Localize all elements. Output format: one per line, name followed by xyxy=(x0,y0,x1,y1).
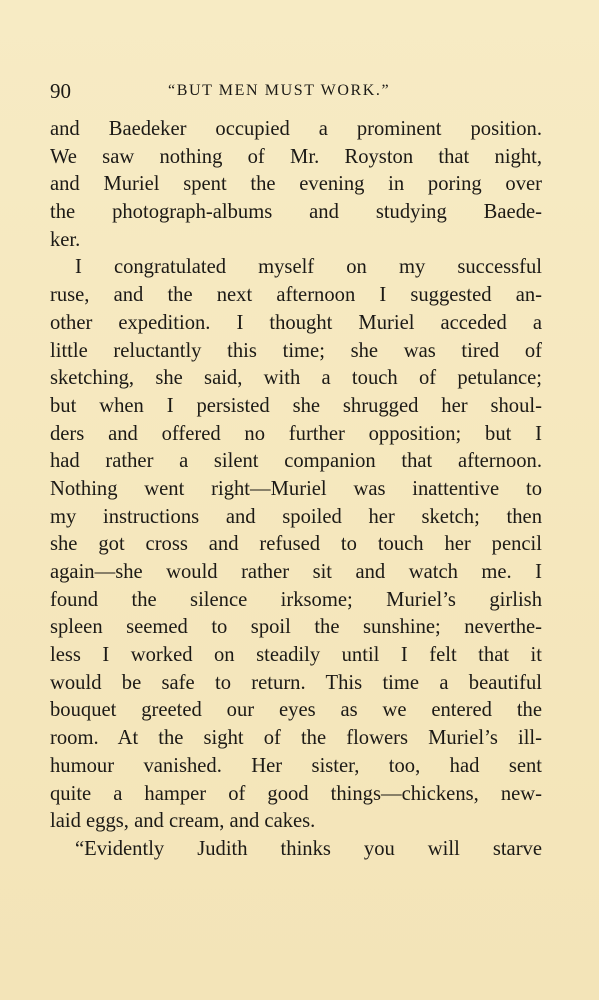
text-line: ker. xyxy=(50,228,81,251)
text-line: room. At the sight of the flowers Muriel’s ill- xyxy=(50,727,542,750)
text-line: and Baedeker occupied a prominent position. xyxy=(50,118,542,140)
text-line: humour vanished. Her sister, too, had sent xyxy=(50,754,542,777)
text-line: I congratulated myself on my successful xyxy=(75,256,542,279)
text-line: “Evidently Judith thinks you will starve xyxy=(75,837,542,860)
text-line: bouquet greeted our eyes as we entered the xyxy=(50,699,542,722)
text-line: and Muriel spent the evening in poring over xyxy=(50,173,542,196)
text-line: the photograph-albums and studying Baede- xyxy=(50,201,542,224)
text-line: ruse, and the next afternoon I suggested an- xyxy=(50,284,542,307)
text-line: We saw nothing of Mr. Royston that night, xyxy=(50,145,542,168)
text-line: ders and offered no further opposition; but I xyxy=(50,422,542,445)
body-text xyxy=(50,116,542,864)
text-line: quite a hamper of good things—chickens, new- xyxy=(50,782,542,805)
text-line: less I worked on steadily until I felt that it xyxy=(50,644,542,667)
text-line: other expedition. I thought Muriel acceded a xyxy=(50,311,542,334)
text-line: again—she would rather sit and watch me. I xyxy=(50,561,542,583)
text-line: she got cross and refused to touch her pencil xyxy=(50,533,542,556)
text-line: would be safe to return. This time a beautiful xyxy=(50,671,542,694)
text-line: spleen seemed to spoil the sunshine; neverthe- xyxy=(50,616,542,639)
running-head: “BUT MEN MUST WORK.” xyxy=(168,82,391,99)
text-line: laid eggs, and cream, and cakes. xyxy=(50,810,316,833)
text-line: had rather a silent companion that afternoon. xyxy=(50,450,542,473)
text-line: little reluctantly this time; she was tired of xyxy=(50,339,542,362)
text-line: sketching, she said, with a touch of petulance; xyxy=(50,367,542,390)
text-line: Nothing went right—Muriel was inattentive to xyxy=(50,477,542,500)
text-line: found the silence irksome; Muriel’s girlish xyxy=(50,588,542,611)
text-line: my instructions and spoiled her sketch; then xyxy=(50,505,542,528)
text-line: but when I persisted she shrugged her shoul- xyxy=(50,394,542,417)
page-number: 90 xyxy=(50,79,71,103)
page-header xyxy=(50,78,542,104)
